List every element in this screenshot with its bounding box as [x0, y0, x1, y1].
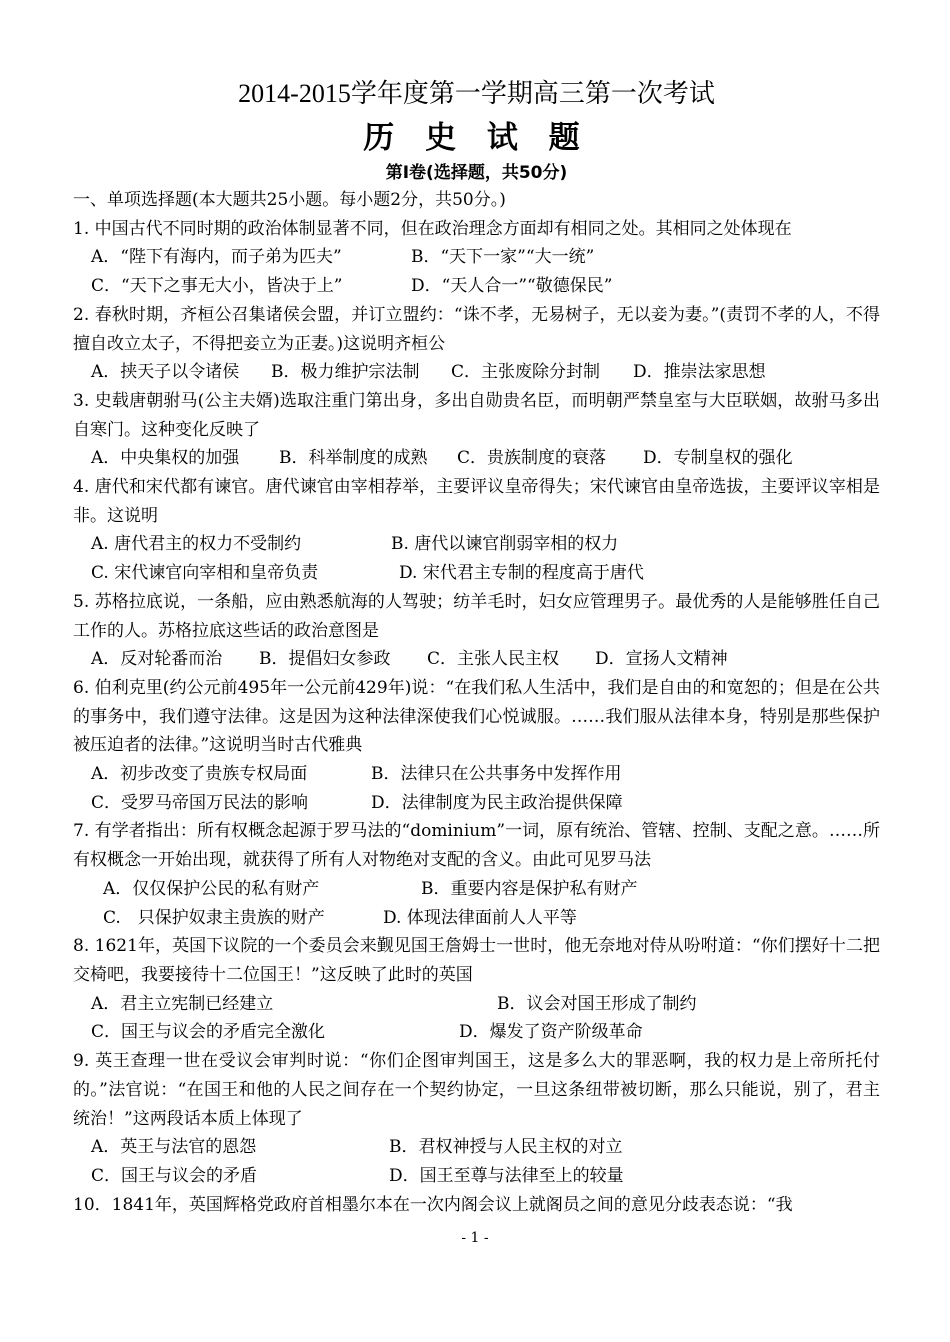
question-2-options	[73, 358, 880, 387]
question-6-options-row2	[73, 789, 880, 818]
question-7-options-row2	[73, 904, 880, 933]
question-7-option-d: D. 体现法律面前人人平等	[383, 907, 577, 928]
question-9-option-d: D．国王至尊与法律至上的较量	[389, 1165, 624, 1186]
question-8-options-row2	[73, 1018, 880, 1047]
question-3-option-c: C．贵族制度的衰落	[457, 448, 607, 469]
question-2-option-c: C．主张废除分封制	[451, 362, 601, 383]
question-2-option-d: D．推崇法家思想	[633, 362, 766, 383]
section-intro: 一、单项选择题(本大题共25小题。每小题2分，共50分。)	[73, 190, 506, 210]
question-9-options-row2	[73, 1162, 880, 1191]
question-3-option-a: A．中央集权的加强	[91, 448, 240, 469]
question-6-option-c: C．受罗马帝国万民法的影响	[91, 792, 309, 813]
question-6-option-b: B．法律只在公共事务中发挥作用	[371, 764, 622, 785]
question-4-option-a: A. 唐代君主的权力不受制约	[91, 534, 302, 555]
question-1-stem: 1. 中国古代不同时期的政治体制显著不同，但在政治理念方面却有相同之处。其相同之处体现在	[73, 218, 792, 239]
question-8-option-c: C．国王与议会的矛盾完全激化	[91, 1022, 326, 1043]
question-8-option-a: A．君主立宪制已经建立	[91, 993, 274, 1014]
question-9-option-c: C．国王与议会的矛盾	[91, 1165, 258, 1186]
question-6-stem: 6. 伯利克里(约公元前495年一公元前429年)说：“在我们私人生活中，我们是自由的和宽恕的；但是在公共的事务中，我们遵守法律。这是因为这种法律深使我们心悦诚服。……我们服从法律本身，特别是那些保护被压迫者的法律。”这说明当时古代雅典	[73, 677, 880, 756]
question-5-option-b: B．提倡妇女参政	[259, 649, 391, 670]
part-title: 第I卷(选择题，共50分)	[385, 163, 568, 183]
question-9-stem: 9. 英王查理一世在受议会审判时说：“你们企图审判国王，这是多么大的罪恶啊，我的权力是上帝所托付的。”法官说：“在国王和他的人民之间存在一个契约协定，一旦这条纽带被切断，那么只能说，别了，君主统治！”这两段话本质上体现了	[73, 1051, 880, 1129]
question-1-options-row2	[73, 272, 880, 301]
question-1-options-row1	[73, 243, 880, 272]
question-7-option-c: C. 只保护奴隶主贵族的财产	[103, 907, 325, 928]
question-7-options-row1	[73, 875, 880, 904]
question-3-stem: 3. 史载唐朝驸马(公主夫婿)选取注重门第出身，多出自勋贵名臣，而明朝严禁皇室与大臣联姻，故驸马多出自寒门。这种变化反映了	[73, 390, 880, 440]
question-4-stem: 4. 唐代和宋代都有谏官。唐代谏官由宰相荐举，主要评议皇帝得失；宋代谏官由皇帝选拔，主要评议宰相是非。这说明	[73, 477, 880, 526]
question-3-option-d: D．专制皇权的强化	[643, 448, 793, 469]
question-6-option-a: A．初步改变了贵族专权局面	[91, 764, 308, 785]
question-1-option-d: D．“天人合一”“敬德保民”	[411, 276, 613, 297]
question-2-stem: 2. 春秋时期，齐桓公召集诸侯会盟，并订立盟约：“诛不孝，无易树子，无以妾为妻。”(责罚不孝的人，不得擅自改立太子，不得把妾立为正妻。)这说明齐桓公	[73, 304, 880, 354]
subject-title: 历 史 试 题	[363, 120, 590, 156]
question-9-options-row1	[73, 1133, 880, 1162]
question-5-options	[73, 645, 880, 674]
question-4-options-row1	[73, 530, 880, 559]
question-8-stem: 8. 1621年，英国下议院的一个委员会来觐见国王詹姆士一世时，他无奈地对侍从吩咐道：“你们摆好十二把交椅吧，我要接待十二位国王！”这反映了此时的英国	[73, 936, 880, 985]
question-7-stem: 7. 有学者指出：所有权概念起源于罗马法的“dominium”一词，原有统治、管辖、控制、支配之意。……所有权概念一开始出现，就获得了所有人对物绝对支配的含义。由此可见罗马法	[73, 821, 880, 871]
question-6-option-d: D．法律制度为民主政治提供保障	[371, 792, 623, 813]
question-1-option-c: C．“天下之事无大小，皆决于上”	[91, 276, 343, 297]
question-3-option-b: B．科举制度的成熟	[279, 448, 428, 469]
question-4-options-row2	[73, 559, 880, 588]
question-5-option-c: C．主张人民主权	[427, 649, 560, 670]
question-7-option-a: A．仅仅保护公民的私有财产	[103, 878, 320, 899]
question-8-option-b: B．议会对国王形成了制约	[497, 993, 697, 1014]
question-5-stem: 5. 苏格拉底说，一条船，应由熟悉航海的人驾驶；纺羊毛时，妇女应管理男子。最优秀的人是能够胜任自己工作的人。苏格拉底这些话的政治意图是	[73, 591, 880, 641]
exam-title: 2014-2015学年度第一学期高三第一次考试	[238, 79, 715, 108]
page-number: - 1 -	[461, 1230, 489, 1246]
question-7-option-b: B．重要内容是保护私有财产	[421, 878, 638, 899]
question-9-option-b: B．君权神授与人民主权的对立	[389, 1137, 623, 1158]
question-3-options	[73, 444, 880, 473]
question-4-option-b: B. 唐代以谏官削弱宰相的权力	[391, 534, 619, 555]
question-8-options-row1	[73, 990, 880, 1019]
question-6-options-row1	[73, 760, 880, 789]
question-10-stem: 10．1841年，英国辉格党政府首相墨尔本在一次内阁会议上就阁员之间的意见分歧表态说：“我	[73, 1194, 793, 1215]
question-9-option-a: A．英王与法官的恩怨	[91, 1137, 257, 1158]
question-2-option-b: B．极力维护宗法制	[271, 362, 420, 383]
question-5-option-a: A．反对轮番而治	[91, 649, 223, 670]
question-4-option-c: C. 宋代谏官向宰相和皇帝负责	[91, 563, 319, 584]
question-4-option-d: D. 宋代君主专制的程度高于唐代	[399, 563, 644, 584]
question-2-option-a: A．挟天子以令诸侯	[91, 362, 240, 383]
question-1-option-a: A．“陛下有海内，而子弟为匹夫”	[91, 247, 342, 268]
question-5-option-d: D．宣扬人文精神	[595, 649, 728, 670]
question-1-option-b: B．“天下一家”“大一统”	[411, 247, 595, 268]
question-8-option-d: D．爆发了资产阶级革命	[459, 1022, 643, 1043]
